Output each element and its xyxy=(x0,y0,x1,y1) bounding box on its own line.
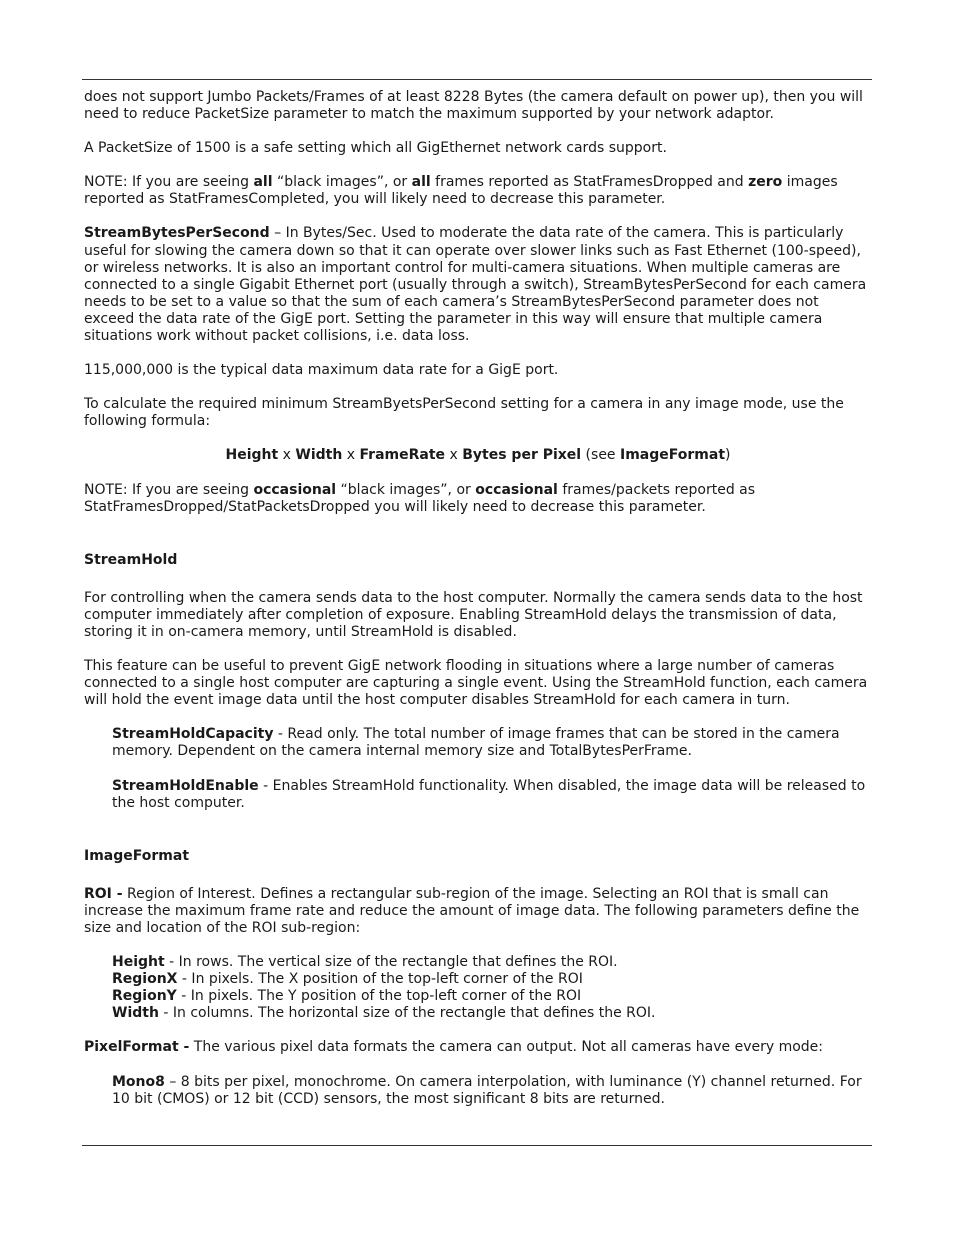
item-streamhold-enable: StreamHoldEnable - Enables StreamHold functionality. When disabled, the image data will be released to the host computer. xyxy=(112,777,866,811)
header-rule xyxy=(82,79,872,80)
item-streamhold-capacity: StreamHoldCapacity - Read only. The total number of image frames that can be stored in the camera memory. Dependent on the camera internal memory size and TotalBytesPerFrame. xyxy=(112,726,840,760)
paragraph-streamhold-flooding: This feature can be useful to prevent GigE network flooding in situations where a large number of cameras connected to a single host computer are capturing a single event. Using the StreamHold function, each camera will hold the event image data until the host computer disables StreamHold for each camera in turn. xyxy=(84,658,868,709)
paragraph-pixel-format: PixelFormat - The various pixel data formats the camera can output. Not all cameras have every mode: xyxy=(84,1039,824,1056)
term-stream-bytes-per-second: StreamBytesPerSecond xyxy=(84,225,270,242)
roi-param-regiony: RegionY - In pixels. The Y position of the top-left corner of the ROI xyxy=(112,988,582,1005)
paragraph-streamhold-control: For controlling when the camera sends data to the host computer. Normally the camera sends data to the host computer immediately after completion of exposure. Enabling StreamHold delays the transmission of data, storing it in on-camera memory, until StreamHold is disabled. xyxy=(84,589,863,640)
paragraph-max-data-rate: 115,000,000 is the typical data maximum data rate for a GigE port. xyxy=(84,362,559,379)
note-occasional-black-images: NOTE: If you are seeing occasional “black images”, or occasional frames/packets reported as StatFramesDropped/StatPacketsDropped you will likely need to decrease this parameter. xyxy=(84,481,756,515)
footer-rule xyxy=(82,1145,872,1146)
paragraph-stream-bytes-per-second: StreamBytesPerSecond – In Bytes/Sec. Used to moderate the data rate of the camera. This is particularly useful for slowing the camera down so that it can operate over slower links such as Fast Ethernet (100-speed), or wireless networks. It is also an important control for multi-camera situations. When multiple cameras are connected to a single Gigabit Ethernet port (usually through a switch), StreamBytesPerSecond for each camera needs to be set to a value so that the sum of each camera’s StreamBytesPerSecond parameter does not exceed the data rate of the GigE port. Setting the parameter in this way will ensure that multiple camera situations work without packet collisions, i.e. data loss. xyxy=(84,225,867,345)
paragraph-jumbo-packets: does not support Jumbo Packets/Frames of at least 8228 Bytes (the camera default on power up), then you will need to reduce PacketSize parameter to match the maximum supported by your network adaptor. xyxy=(84,89,863,123)
paragraph-packet-size: A PacketSize of 1500 is a safe setting which all GigEthernet network cards support. xyxy=(84,140,667,157)
note-all-black-images: NOTE: If you are seeing all “black images”, or all frames reported as StatFramesDropped and zero images reported as StatFramesCompleted, you will likely need to decrease this parameter. xyxy=(84,174,838,208)
document-body xyxy=(84,89,872,1108)
paragraph-calculate: To calculate the required minimum StreamByetsPerSecond setting for a camera in any image mode, use the following formula: xyxy=(84,396,844,430)
heading-imageformat: ImageFormat xyxy=(84,847,190,864)
formula: Height x Width x FrameRate x Bytes per Pixel (see ImageFormat) xyxy=(225,447,731,464)
heading-streamhold: StreamHold xyxy=(84,551,178,568)
roi-param-height: Height - In rows. The vertical size of the rectangle that defines the ROI. xyxy=(112,954,618,971)
item-mono8: Mono8 – 8 bits per pixel, monochrome. On camera interpolation, with luminance (Y) channel returned. For 10 bit (CMOS) or 12 bit (CCD) sensors, the most significant 8 bits are returned. xyxy=(112,1073,862,1107)
roi-parameter-list xyxy=(84,954,872,1022)
roi-param-regionx: RegionX - In pixels. The X position of the top-left corner of the ROI xyxy=(112,971,583,988)
roi-param-width: Width - In columns. The horizontal size of the rectangle that defines the ROI. xyxy=(112,1005,656,1022)
paragraph-roi: ROI - Region of Interest. Defines a rectangular sub-region of the image. Selecting an ROI that is small can increase the maximum frame rate and reduce the amount of image data. The following parameters define the size and location of the ROI sub-region: xyxy=(84,885,860,936)
